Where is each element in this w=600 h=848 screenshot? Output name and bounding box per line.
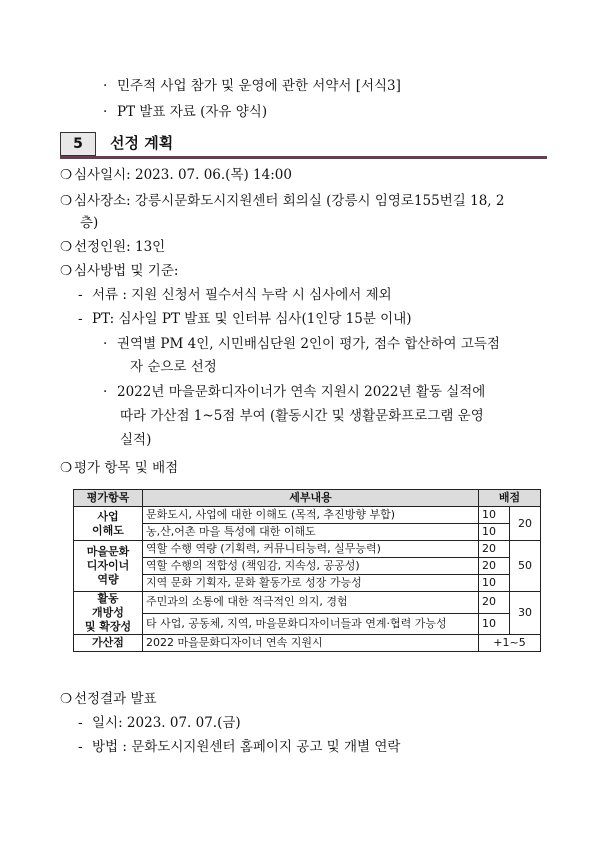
bullet-dot: · (103, 336, 108, 352)
sub-item (78, 738, 400, 756)
note-text-cont: 따라 가산점 1~5점 부여 (활동시간 및 생활문화프로그램 운영 (120, 408, 484, 424)
category-cell (74, 592, 143, 635)
attachment-item (103, 77, 401, 95)
category-label: 개방성 (92, 606, 124, 619)
attachment-label: PT 발표 자료 (자유 양식) (117, 104, 268, 120)
score-cell: 10 (479, 575, 510, 592)
circle-bullet-icon: ❍ (60, 263, 73, 279)
bullet-dot: · (103, 104, 108, 120)
review-method: 심사방법 및 기준: (74, 263, 179, 279)
detail-cell: 문화도시, 사업에 대한 이해도 (목적, 추진방향 부합) (143, 507, 479, 524)
total-cell: 20 (510, 507, 541, 541)
review-date: 심사일시: 2023. 07. 06.(목) 14:00 (74, 167, 292, 183)
bullet-dot: · (103, 78, 108, 94)
bullet-dot: · (103, 384, 108, 400)
table-row (74, 558, 541, 575)
list-item (60, 262, 178, 280)
table-row (74, 507, 541, 524)
section-title: 선정 계획 (110, 134, 174, 152)
section-divider (60, 156, 547, 159)
note-text: 권역별 PM 4인, 시민배심단원 2인이 평가, 점수 합산하여 고득점 (117, 336, 500, 352)
table-row (74, 635, 541, 652)
result-date: 일시: 2023. 07. 07.(금) (92, 715, 241, 731)
detail-cell: 역할 수행의 적합성 (책임감, 지속성, 공공성) (143, 558, 479, 575)
circle-bullet-icon: ❍ (60, 239, 73, 255)
pt-review: PT: 심사일 PT 발표 및 인터뷰 심사(1인당 15분 이내) (92, 311, 412, 327)
score-cell: 10 (479, 524, 510, 541)
category-cell: 가산점 (74, 635, 143, 652)
header-score: 배점 (479, 490, 541, 507)
sub-item (78, 286, 392, 304)
circle-bullet-icon: ❍ (60, 691, 73, 707)
sub-item (78, 310, 412, 328)
list-item (60, 459, 178, 477)
detail-cell: 지역 문화 기획자, 문화 활동가로 성장 가능성 (143, 575, 479, 592)
detail-cell: 농,산,어촌 마을 특성에 대한 이해도 (143, 524, 479, 541)
circle-bullet-icon: ❍ (60, 167, 73, 183)
attachment-item (103, 103, 267, 121)
review-place-cont: 층) (80, 215, 99, 231)
score-cell: 20 (479, 541, 510, 558)
note-text-cont: 실적) (120, 432, 152, 448)
list-item (60, 238, 165, 256)
category-label: 디자이너 (86, 559, 130, 572)
total-cell: 50 (510, 541, 541, 592)
table-row (74, 524, 541, 541)
dash-bullet: - (78, 311, 83, 327)
list-item (60, 166, 292, 184)
category-label: 사업 (97, 509, 119, 523)
detail-cell: 역할 수행 역량 (기획력, 커뮤니티능력, 실무능력) (143, 541, 479, 558)
sub-item (78, 714, 241, 732)
header-detail: 세부내용 (143, 490, 479, 507)
section-number: 5 (60, 132, 96, 156)
selection-count: 선정인원: 13인 (74, 239, 166, 255)
table-row (74, 613, 541, 635)
category-label: 이해도 (92, 523, 124, 537)
eval-title: 평가 항목 및 배점 (74, 460, 179, 476)
note-item (103, 383, 485, 401)
section-heading (60, 132, 547, 156)
list-item (60, 690, 157, 708)
table-row (74, 592, 541, 614)
header-item: 평가항목 (74, 490, 143, 507)
table-header-row (74, 490, 541, 507)
score-cell: 20 (479, 558, 510, 575)
note-text-cont: 자 순으로 선정 (130, 359, 217, 375)
table-row (74, 575, 541, 592)
score-cell: 10 (479, 613, 510, 635)
result-title: 선정결과 발표 (74, 691, 157, 707)
dash-bullet: - (78, 287, 83, 303)
category-label: 활동 (97, 592, 119, 605)
score-cell: 10 (479, 507, 510, 524)
note-item (103, 335, 500, 353)
note-text: 2022년 마을문화디자이너가 연속 지원시 2022년 활동 실적에 (117, 384, 486, 400)
category-label: 마을문화 (86, 545, 130, 558)
score-cell: +1~5 (479, 635, 541, 652)
detail-cell: 2022 마을문화디자이너 연속 지원시 (143, 635, 479, 652)
document-review: 서류 : 지원 신청서 필수서식 누락 시 심사에서 제외 (92, 287, 392, 303)
total-cell: 30 (510, 592, 541, 635)
dash-bullet: - (78, 739, 83, 755)
table-row (74, 541, 541, 558)
detail-cell: 타 사업, 공동체, 지역, 마을문화디자이너들과 연계·협력 가능성 (143, 613, 479, 635)
list-item (60, 192, 504, 210)
scoring-table (73, 489, 541, 652)
circle-bullet-icon: ❍ (60, 193, 73, 209)
dash-bullet: - (78, 715, 83, 731)
category-cell (74, 541, 143, 592)
detail-cell: 주민과의 소통에 대한 적극적인 의지, 경험 (143, 592, 479, 614)
circle-bullet-icon: ❍ (60, 460, 73, 476)
category-cell (74, 507, 143, 541)
score-cell: 20 (479, 592, 510, 614)
attachment-label: 민주적 사업 참가 및 운영에 관한 서약서 [서식3] (117, 78, 401, 94)
category-label: 및 확장성 (84, 620, 132, 633)
review-place: 심사장소: 강릉시문화도시지원센터 회의실 (강릉시 임영로155번길 18, 2 (74, 193, 505, 209)
result-method: 방법 : 문화도시지원센터 홈페이지 공고 및 개별 연락 (92, 739, 401, 755)
category-label: 역량 (97, 573, 119, 586)
